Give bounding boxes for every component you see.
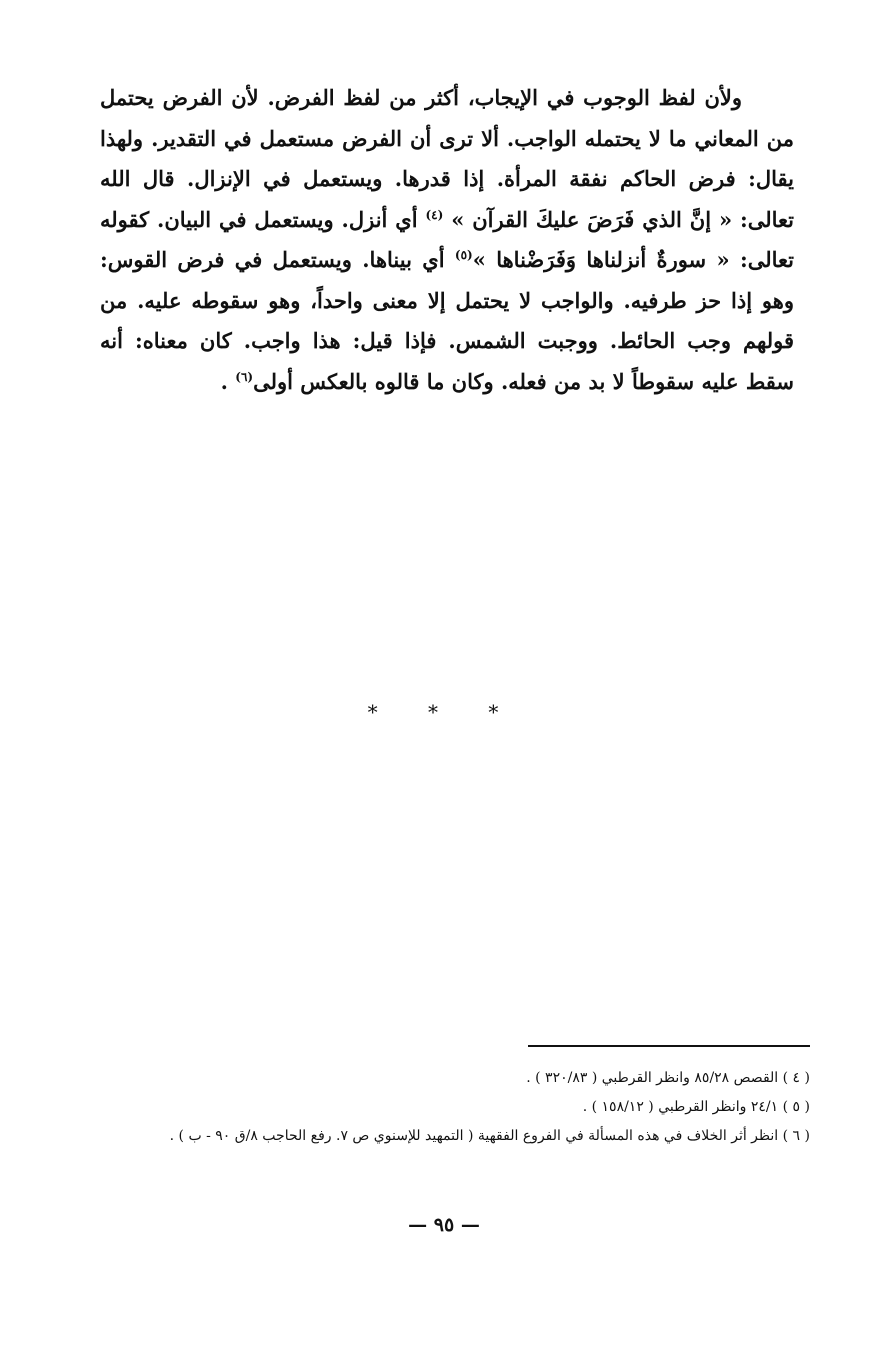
footnote-ref-5: (٥): [454, 248, 473, 262]
footnote-ref-6: (٦): [235, 369, 254, 384]
section-separator: * * *: [367, 700, 521, 724]
paragraph-text-part-1: ولأن لفظ الوجوب في الإيجاب، أكثر من لفظ الفرض. لأن الفرض يحتمل من المعاني ما لا يحتمله الواجب. ألا ترى أن الفرض مستعمل في التقدير. ولهذا يقال: فرض الحاكم نفقة المرأة. إذا قدرها. ويستعمل في الإنزال. قال الله تعالى: « إنَّ الذي فَرَضَ عليكَ القرآن »: [100, 85, 795, 232]
paragraph-text-part-3: أي بيناها. ويستعمل في فرض القوس: وهو إذا حز طرفيه. والواجب لا يحتمل إلا معنى واحداً، وهو سقوطه عليه. من قولهم وجب الحائط. ووجبت الشمس. فإذا قيل: هذا واجب. كان معناه: أنه سقط عليه سقوطاً لا بد من فعله. وكان ما قالوه بالعكس أولى: [100, 247, 794, 394]
footnote-6: ( ٦ ) انظر أثر الخلاف في هذه المسألة في الفروع الفقهية ( التمهيد للإسنوي ص ٧. رفع الحاجب ٨/ق ٩٠ - ب ) .: [169, 1128, 810, 1144]
footnote-ref-4: (٤): [425, 207, 444, 222]
paragraph-end-mark: .: [220, 368, 228, 394]
footnote-divider: [528, 1045, 810, 1047]
footnotes: [150, 1064, 810, 1151]
paragraph: [100, 78, 794, 402]
main-paragraph: [100, 78, 794, 402]
footnote-5: ( ٥ ) ٢٤/١ وانظر القرطبي ( ١٥٨/١٢ ) .: [582, 1099, 810, 1115]
paragraph-text-part-2: أي أنزل. ويستعمل في البيان. كقوله تعالى: « سورةٌ أنزلناها وَفَرَضْناها »: [100, 206, 794, 272]
page-number: — ٩٥ —: [408, 1214, 480, 1236]
footnote-4: ( ٤ ) القصص ٨٥/٢٨ وانظر القرطبي ( ٣٢٠/٨٣ ) .: [526, 1070, 810, 1086]
